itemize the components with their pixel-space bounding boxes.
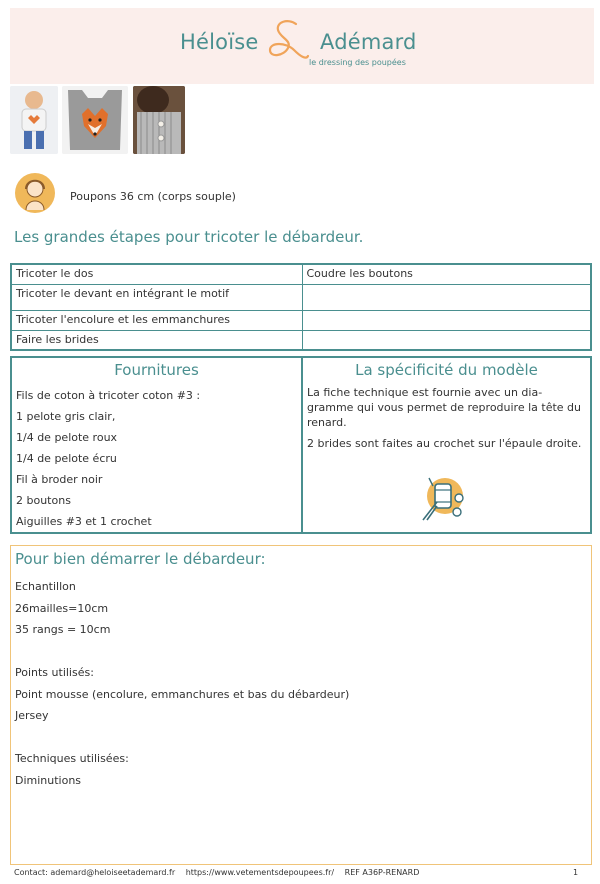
list-item: 1 pelote gris clair, (16, 410, 116, 423)
table-row (11, 284, 591, 310)
doll-photo-icon (10, 86, 58, 154)
table-cell (302, 284, 591, 310)
brand-tagline: le dressing des poupées (309, 58, 406, 67)
info-boxes (10, 356, 592, 534)
table-cell (302, 330, 591, 350)
start-line: Echantillon (15, 580, 76, 593)
page-number: 1 (573, 868, 579, 877)
list-item: 2 boutons (16, 494, 71, 507)
specificite-title: La spécificité du modèle (355, 361, 538, 379)
header-banner (10, 8, 594, 84)
button-detail-photo-icon (133, 86, 185, 154)
steps-table (10, 263, 592, 351)
start-line: 35 rangs = 10cm (15, 623, 111, 636)
list-item: 1/4 de pelote roux (16, 431, 118, 444)
table-cell: Tricoter le dos (11, 264, 302, 284)
brand-left: Héloïse (180, 30, 259, 54)
footer-contact[interactable]: Contact: ademard@heloiseetademard.fr (14, 868, 176, 877)
specificite-paragraph: La fiche technique est fournie avec un dia-gramme qui vous permet de reproduire la tête du renard. (307, 386, 582, 429)
start-line (11, 727, 591, 749)
start-title: Pour bien démarrer le débardeur: (15, 550, 266, 568)
table-cell: Tricoter le devant en intégrant le motif (11, 284, 302, 310)
list-item: Fils de coton à tricoter coton #3 : (16, 389, 201, 402)
footer-ref: REF A36P-RENARD (344, 868, 420, 877)
footer-url[interactable]: https://www.vetementsdepoupees.fr/ (185, 868, 335, 877)
list-item: 1/4 de pelote écru (16, 452, 117, 465)
table-row (11, 264, 591, 284)
specificite-box (303, 358, 590, 532)
table-row (11, 330, 591, 350)
start-line: Point mousse (encolure, emmanchures et bas du débardeur) (15, 687, 350, 701)
brand-right: Adémard (320, 30, 417, 54)
list-item: Aiguilles #3 et 1 crochet (16, 515, 152, 528)
table-cell (302, 310, 591, 330)
fox-vest-photo-icon (62, 86, 128, 154)
steps-title: Les grandes étapes pour tricoter le débardeur. (14, 228, 364, 246)
specificite-paragraph: 2 brides sont faites au crochet sur l'épaule droite. (307, 437, 582, 450)
footer (14, 868, 427, 877)
start-line: Jersey (15, 709, 49, 722)
start-line (11, 641, 591, 663)
doll-size-label: Poupons 36 cm (corps souple) (70, 190, 236, 203)
table-row (11, 310, 591, 330)
start-line: Techniques utilisées: (15, 752, 129, 765)
table-cell: Faire les brides (11, 330, 302, 350)
start-line: Points utilisés: (15, 666, 94, 679)
start-section (10, 545, 592, 865)
fournitures-title: Fournitures (114, 361, 199, 379)
fournitures-box (12, 358, 303, 532)
table-cell: Tricoter l'encolure et les emmanchures (11, 310, 302, 330)
start-line: Diminutions (15, 773, 82, 787)
start-line: 26mailles=10cm (15, 601, 109, 615)
table-cell: Coudre les boutons (302, 264, 591, 284)
ampersand-logo-icon (262, 16, 312, 68)
list-item: Fil à broder noir (16, 473, 103, 486)
sewing-kit-icon (417, 472, 471, 527)
doll-icon (14, 172, 56, 217)
